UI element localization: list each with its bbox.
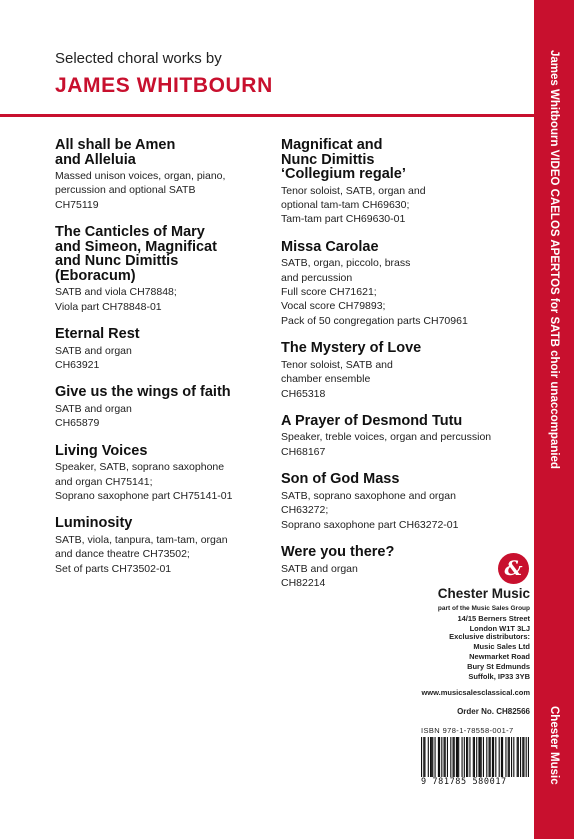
work-entry bbox=[281, 240, 521, 329]
work-detail: Vocal score CH79893; bbox=[281, 300, 386, 313]
work-title: Magnificat and Nunc Dimittis ‘Collegium regale’ bbox=[281, 137, 406, 182]
work-detail: Soprano saxophone part CH75141-01 bbox=[55, 489, 233, 502]
work-detail: optional tam-tam CH69630; bbox=[281, 198, 410, 211]
work-title: The Canticles of Mary and Simeon, Magnificat and Nunc Dimittis (Eboracum) bbox=[55, 224, 217, 284]
work-detail: SATB and viola CH78848; bbox=[55, 286, 177, 299]
work-detail: Tam-tam part CH69630-01 bbox=[281, 213, 406, 226]
distributor-line: Suffolk, IP33 3YB bbox=[468, 672, 530, 681]
work-entry bbox=[55, 138, 270, 212]
work-entry bbox=[281, 341, 521, 401]
work-detail: Viola part CH78848-01 bbox=[55, 300, 162, 313]
work-entry bbox=[55, 444, 270, 504]
works-column-right bbox=[281, 138, 521, 603]
barcode-icon bbox=[421, 737, 529, 779]
work-entry bbox=[55, 327, 270, 372]
work-detail: CH68167 bbox=[281, 445, 326, 458]
work-entry bbox=[55, 225, 270, 314]
work-detail: Soprano saxophone part CH63272-01 bbox=[281, 518, 459, 531]
work-detail: Set of parts CH73502-01 bbox=[55, 562, 172, 575]
work-detail: and percussion bbox=[281, 271, 353, 284]
work-title: Eternal Rest bbox=[55, 326, 140, 343]
work-title: A Prayer of Desmond Tutu bbox=[281, 412, 463, 429]
distributor-line: Newmarket Road bbox=[469, 652, 530, 661]
work-detail: Massed unison voices, organ, piano, bbox=[55, 170, 226, 182]
address-line: London W1T 3LJ bbox=[469, 624, 530, 633]
publisher-name: Chester Music bbox=[437, 586, 530, 601]
works-column-left bbox=[55, 138, 270, 589]
spine-text bbox=[534, 0, 574, 800]
work-detail: SATB, soprano saxophone and organ bbox=[281, 489, 456, 502]
work-title: All shall be Amen and Alleluia bbox=[55, 137, 176, 168]
order-number: Order No. CH82566 bbox=[457, 707, 530, 716]
work-detail: Pack of 50 congregation parts CH70961 bbox=[281, 314, 468, 327]
work-detail: SATB and organ bbox=[55, 402, 132, 415]
distributor-line: Bury St Edmunds bbox=[467, 662, 530, 671]
spine-brand: Chester Music bbox=[548, 706, 560, 785]
work-detail: CH82214 bbox=[281, 576, 326, 589]
publisher-website: www.musicsalesclassical.com bbox=[421, 688, 530, 697]
work-detail: chamber ensemble bbox=[281, 373, 371, 386]
work-title: Living Voices bbox=[55, 442, 148, 459]
composer-name: JAMES WHITBOURN bbox=[55, 74, 273, 97]
spine-title: James Whitbourn VIDEO CAELOS APERTOS for SATB choir unaccompanied bbox=[548, 50, 560, 469]
barcode-block bbox=[421, 726, 529, 792]
work-title: Luminosity bbox=[55, 515, 133, 532]
work-entry bbox=[55, 385, 270, 430]
work-title: Were you there? bbox=[281, 544, 395, 560]
work-detail: CH63272; bbox=[281, 504, 329, 517]
work-detail: SATB, organ, piccolo, brass bbox=[281, 257, 411, 270]
work-detail: CH63921 bbox=[55, 358, 100, 371]
work-detail: Tenor soloist, SATB and bbox=[281, 358, 393, 371]
work-detail: CH75119 bbox=[55, 198, 99, 211]
intro-text: Selected choral works by bbox=[55, 50, 222, 67]
chester-music-logo: & bbox=[498, 553, 529, 584]
publisher-group: part of the Music Sales Group bbox=[437, 605, 530, 612]
work-entry bbox=[55, 516, 270, 576]
work-detail: Tenor soloist, SATB, organ and bbox=[281, 184, 426, 197]
spine bbox=[534, 0, 574, 839]
work-detail: SATB and organ bbox=[55, 344, 132, 357]
barcode-digits: 9 781785 580017 bbox=[421, 777, 507, 787]
work-entry bbox=[281, 472, 521, 532]
work-detail: Full score CH71621; bbox=[281, 286, 377, 299]
work-detail: CH65879 bbox=[55, 417, 100, 430]
work-detail: SATB, viola, tanpura, tam-tam, organ bbox=[55, 533, 228, 546]
work-title: The Mystery of Love bbox=[281, 340, 422, 357]
work-detail: Speaker, treble voices, organ and percussion bbox=[281, 431, 492, 444]
work-entry bbox=[281, 138, 521, 227]
distributors bbox=[380, 632, 530, 682]
work-entry bbox=[281, 414, 521, 459]
work-detail: CH65318 bbox=[281, 387, 326, 400]
work-detail: and dance theatre CH73502; bbox=[55, 548, 190, 561]
publisher-address bbox=[380, 604, 530, 634]
work-detail: Speaker, SATB, soprano saxophone bbox=[55, 461, 225, 474]
header-rule bbox=[0, 114, 534, 117]
distributor-line: Music Sales Ltd bbox=[473, 642, 530, 651]
work-detail: percussion and optional SATB bbox=[55, 184, 196, 197]
address-line: 14/15 Berners Street bbox=[457, 614, 530, 623]
distributors-label: Exclusive distributors: bbox=[449, 632, 530, 641]
work-title: Son of God Mass bbox=[281, 471, 400, 488]
work-title: Missa Carolae bbox=[281, 238, 379, 255]
isbn: ISBN 978-1-78558-001-7 bbox=[421, 726, 514, 735]
work-entry bbox=[281, 545, 521, 590]
work-detail: SATB and organ bbox=[281, 562, 358, 575]
work-detail: and organ CH75141; bbox=[55, 475, 153, 488]
work-title: Give us the wings of faith bbox=[55, 384, 231, 401]
